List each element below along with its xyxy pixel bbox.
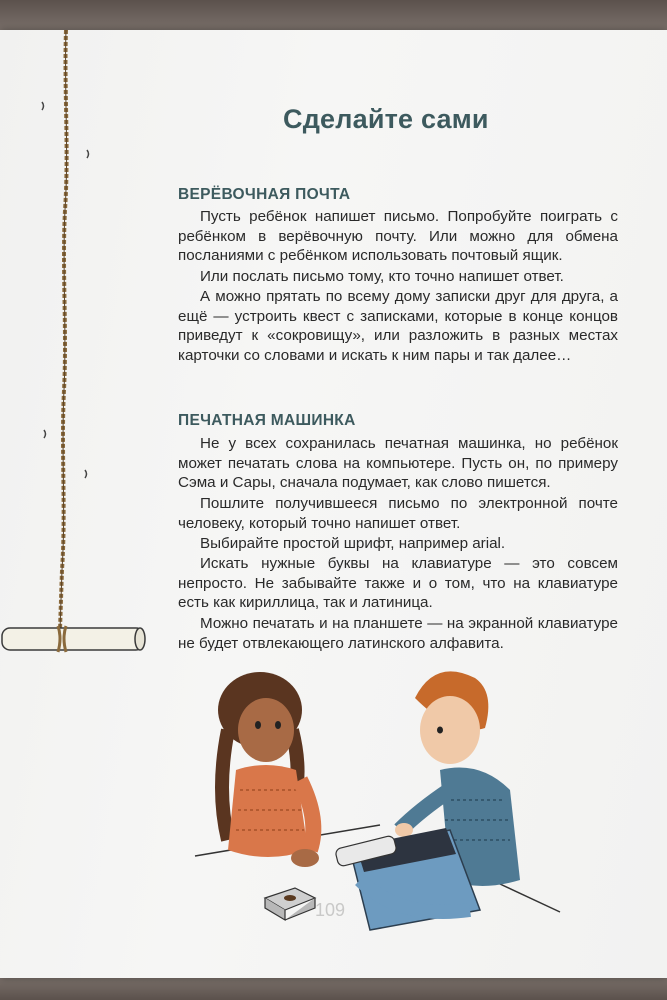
page-title: Сделайте сами (283, 104, 489, 134)
paragraph: Пусть ребёнок напишет письмо. Попробуйте поиграть с ребёнком в верёвочную почту. Или можно для обмена посланиями с ребёнком использовать почтовый ящик. (178, 208, 618, 265)
page-number: 109 (315, 900, 346, 920)
wood-background-top (0, 0, 667, 30)
section-heading-rope-mail: ВЕРЁВОЧНАЯ ПОЧТА (178, 186, 351, 203)
paragraph: Или послать письмо тому, кто точно напишет ответ. (200, 268, 564, 285)
paragraph: Не у всех сохранилась печатная машинка, но ребёнок может печатать слова на компьютере. Пусть он, по примеру Сэма и Сары, сначала подумает, как слово пишется. (178, 435, 618, 492)
paragraph: Выбирайте простой шрифт, например arial. (200, 535, 506, 552)
paragraph: Пошлите получившееся письмо по электронной почте человеку, который точно напишет ответ. (178, 495, 618, 532)
section-heading-typewriter: ПЕЧАТНАЯ МАШИНКА (178, 412, 356, 429)
wood-background-bottom (0, 978, 667, 1000)
children-typewriter-illustration (0, 30, 667, 978)
paragraph: Искать нужные буквы на клавиатуре — это совсем непросто. Не забывайте также и о том, что на клавиатуре есть как кириллица, так и латиница. (178, 555, 618, 612)
paragraph: Можно печатать и на планшете — на экранной клавиатуре не будет отвлекающего латинского алфавита. (178, 615, 618, 652)
book-page (0, 30, 667, 978)
small-box-icon (265, 888, 315, 920)
girl-icon (218, 672, 319, 867)
paragraph: А можно прятать по всему дому записки друг для друга, а ещё — устроить квест с записками, которые в конце концов приведут к «сокровищу», или разложить в разных местах карточки со словами и искать к ним пары и так далее… (178, 288, 618, 365)
